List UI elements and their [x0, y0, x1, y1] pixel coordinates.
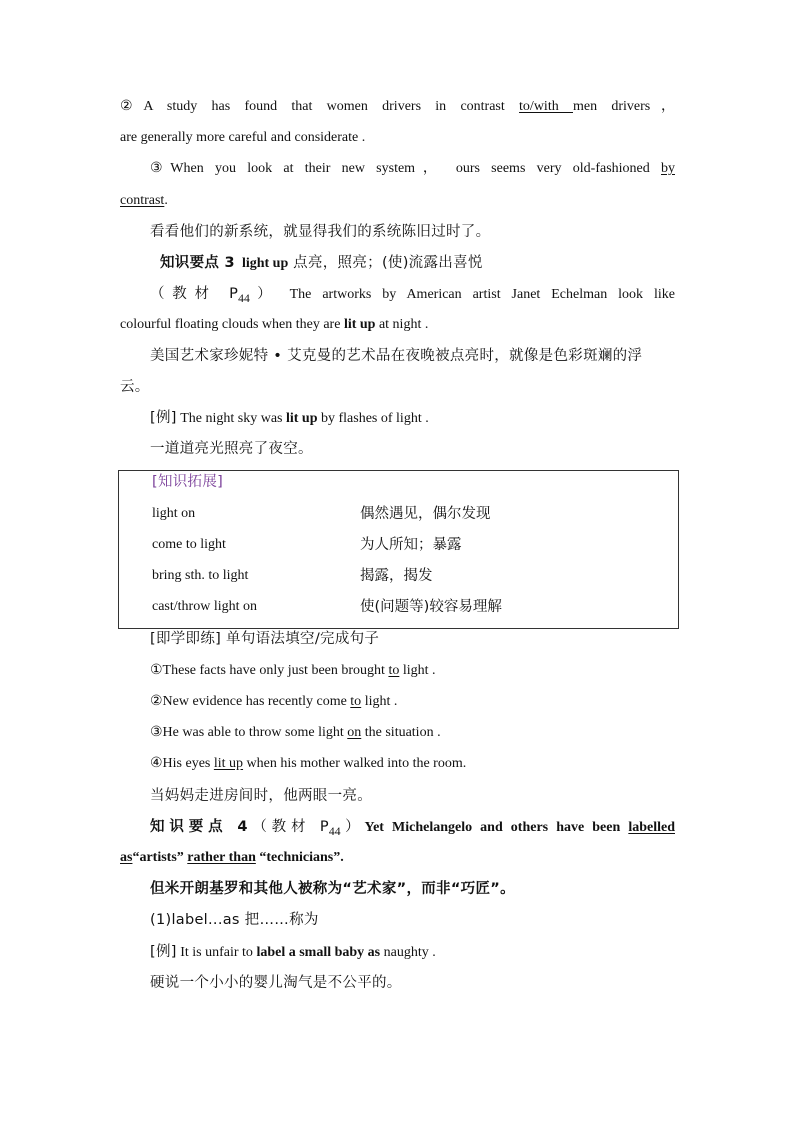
phrase-en: come to light	[152, 537, 226, 552]
drill-title	[150, 629, 379, 649]
example-label: [例]	[150, 944, 177, 960]
example-label: [例]	[150, 410, 177, 426]
key-point-label: 知识要点 4	[150, 819, 248, 835]
text-segment: the situation .	[361, 725, 441, 740]
translation-line: 硬说一个小小的婴儿淘气是不公平的。	[150, 975, 402, 991]
text-line	[150, 284, 675, 309]
translation-line: 一道道亮光照亮了夜空。	[150, 441, 313, 457]
text-segment: ③When you look at their new system， ours seems very old-fashioned	[150, 161, 661, 176]
answer-underline: on	[347, 725, 362, 740]
exercise-line	[150, 692, 397, 712]
exercise-line	[150, 723, 441, 743]
text-line	[120, 191, 168, 211]
key-point-label: 知识要点 3	[160, 255, 235, 271]
example-line	[150, 942, 436, 963]
phrase-cn: 偶然遇见，偶尔发现	[360, 506, 491, 522]
drill-label: [即学即练]	[150, 631, 222, 647]
answer-underline: by	[661, 161, 675, 176]
text-segment: light .	[399, 663, 436, 678]
translation-line: 看看他们的新系统，就显得我们的系统陈旧过时了。	[150, 224, 491, 240]
text-segment: ④His eyes	[150, 756, 214, 771]
exercise-line	[150, 754, 466, 774]
answer-underline: labelled	[628, 820, 675, 835]
drill-instruction: 单句语法填空/完成句子	[221, 631, 380, 647]
text-segment: by flashes of light .	[317, 411, 429, 426]
text-segment: ③He was able to throw some light	[150, 725, 348, 740]
text-segment: when his mother walked into the room.	[243, 756, 467, 771]
box-title: [知识拓展]	[152, 474, 224, 490]
phrase-cn: 揭露，揭发	[360, 568, 433, 584]
text-segment: naughty .	[380, 945, 436, 960]
answer-underline: lit up	[213, 756, 244, 771]
answer-underline: to/with	[519, 99, 573, 114]
text-line	[120, 848, 344, 868]
answer-underline: to	[388, 663, 400, 678]
text-segment: Yet Michelangelo and others have been	[364, 820, 629, 835]
source-ref: （教材 P	[150, 286, 239, 302]
text-segment: “artists”	[132, 850, 188, 865]
text-segment: .	[164, 193, 168, 208]
answer-underline: contrast	[120, 193, 165, 208]
text-line: are generally more careful and considerate .	[120, 130, 366, 145]
key-phrase: lit up	[285, 411, 318, 426]
phrase-en: cast/throw light on	[152, 599, 257, 614]
key-phrase: light up	[241, 256, 289, 271]
text-line	[120, 315, 428, 335]
text-segment: ②A study has found that women drivers in contrast	[120, 99, 520, 114]
text-segment: ②New evidence has recently come	[150, 694, 351, 709]
source-ref: （教材 P	[247, 819, 329, 835]
source-page: 44	[238, 291, 250, 305]
source-page: 44	[328, 824, 341, 838]
answer-underline: to	[350, 694, 362, 709]
answer-underline: as	[120, 850, 133, 865]
key-point-title	[150, 817, 675, 842]
text-segment: “technicians”.	[255, 850, 344, 865]
example-line	[150, 408, 429, 429]
translation-line: 美国艺术家珍妮特 • 艾克曼的艺术品在夜晚被点亮时，就像是色彩斑斓的浮	[150, 348, 643, 364]
exercise-line	[150, 661, 436, 681]
answer-underline: rather than	[187, 850, 256, 865]
key-point-title	[160, 253, 483, 274]
text-segment: light .	[361, 694, 398, 709]
translation-line: 云。	[120, 379, 150, 395]
source-ref: ）	[340, 819, 365, 835]
text-line	[150, 159, 675, 179]
key-phrase: label a small baby as	[256, 945, 381, 960]
phrase-en: light on	[152, 506, 196, 521]
text-segment: at night .	[375, 317, 429, 332]
phrase-cn: 使(问题等)较容易理解	[360, 599, 502, 615]
phrase-cn: 为人所知；暴露	[360, 537, 462, 553]
text-line	[120, 97, 675, 117]
text-segment: It is unfair to	[176, 945, 257, 960]
text-segment: colourful floating clouds when they are	[120, 317, 344, 332]
text-segment: men drivers，	[573, 99, 676, 114]
translation-line: 当妈妈走进房间时，他两眼一亮。	[150, 788, 372, 804]
key-point-meaning: 点亮，照亮；(使)流露出喜悦	[288, 255, 483, 271]
phrase-en: bring sth. to light	[152, 568, 249, 583]
text-segment: ①These facts have only just been brought	[150, 663, 389, 678]
text-segment: The night sky was	[176, 411, 286, 426]
sub-point: (1)label...as 把……称为	[150, 912, 319, 928]
key-phrase: lit up	[343, 317, 376, 332]
translation-line: 但米开朗基罗和其他人被称为“艺术家”，而非“巧匠”。	[150, 881, 515, 897]
text-segment: ） The artworks by American artist Janet Echelman look like	[249, 287, 675, 302]
